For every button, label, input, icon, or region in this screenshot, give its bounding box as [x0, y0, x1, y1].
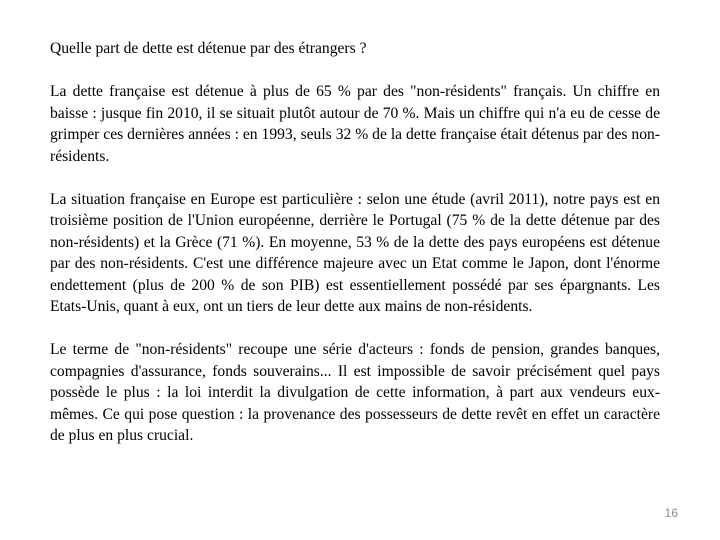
slide-content [50, 38, 660, 468]
paragraph-europe-comparison: La situation française en Europe est particulière : selon une étude (avril 2011), notre pays est en troisième position de l'Union européenne, derrière le Portugal (75 % de la dette détenue par des non-résidents) et la Grèce (71 %). En moyenne, 53 % de la dette des pays européens est détenue par des non-résidents. C'est une différence majeure avec un Etat comme le Japon, dont l'énorme endettement (plus de 200 % de son PIB) est essentiellement possédé par ses épargnants. Les Etats-Unis, quant à eux, ont un tiers de leur dette aux mains de non-résidents. [50, 190, 660, 315]
paragraph-non-residents-definition: Le terme de "non-résidents" recoupe une série d'acteurs : fonds de pension, grandes banques, compagnies d'assurance, fonds souverains... Il est impossible de savoir précisément quel pays possède le plus : la loi interdit la divulgation de cette information, à part aux vendeurs eux-mêmes. Ce qui pose question : la provenance des possesseurs de dette revêt en effet un caractère de plus en plus crucial. [50, 341, 660, 444]
paragraph-foreign-share: La dette française est détenue à plus de 65 % par des "non-résidents" français. Un chiffre en baisse : jusque fin 2010, il se situait plutôt autour de 70 %. Mais un chiffre qui n'a eu de cesse de grimper ces dernières années : en 1993, seuls 32 % de la dette française était détenus par des non-résidents. [50, 83, 660, 165]
slide-title: Quelle part de dette est détenue par des étrangers ? [50, 40, 367, 57]
page-number: 16 [664, 506, 678, 520]
